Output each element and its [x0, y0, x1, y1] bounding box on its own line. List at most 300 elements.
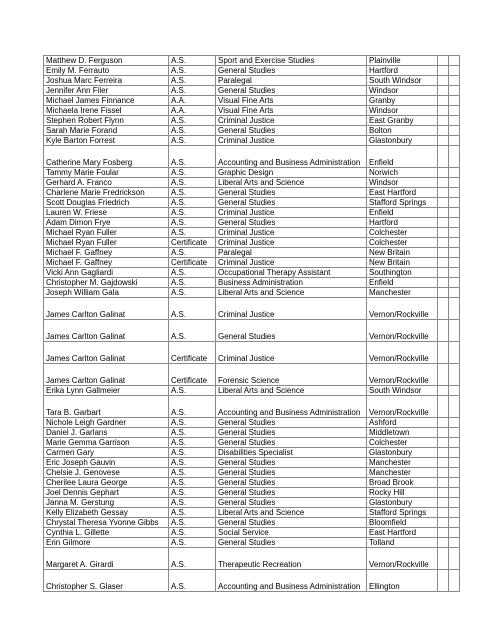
empty-cell [449, 76, 460, 86]
empty-cell [449, 418, 460, 428]
program-cell: General Studies [216, 468, 367, 478]
program-cell: General Studies [216, 418, 367, 428]
empty-cell [438, 126, 449, 136]
graduate-name-cell: Erika Lynn Gallmeier [44, 386, 169, 396]
table-row [44, 428, 460, 438]
empty-cell [438, 538, 449, 548]
degree-cell: A.S. [169, 66, 216, 76]
degree-cell: A.S. [169, 116, 216, 126]
empty-cell [438, 364, 449, 386]
degree-cell: A.S. [169, 518, 216, 528]
table-row [44, 76, 460, 86]
program-cell: Criminal Justice [216, 342, 367, 364]
empty-cell [438, 168, 449, 178]
graduate-name-cell: Jennifer Ann Filer [44, 86, 169, 96]
program-cell: Sport and Exercise Studies [216, 56, 367, 66]
table-row [44, 178, 460, 188]
program-cell: Criminal Justice [216, 298, 367, 320]
graduate-name-cell: Kelly Elizabeth Gessay [44, 508, 169, 518]
program-cell: Visual Fine Arts [216, 96, 367, 106]
town-cell: Windsor [367, 106, 438, 116]
empty-cell [438, 248, 449, 258]
town-cell: Enfield [367, 208, 438, 218]
empty-cell [438, 136, 449, 146]
program-cell: Liberal Arts and Science [216, 386, 367, 396]
degree-cell: A.A. [169, 96, 216, 106]
empty-cell [449, 478, 460, 488]
table-row [44, 320, 460, 342]
town-cell: Glastonbury [367, 448, 438, 458]
degree-cell: A.S. [169, 198, 216, 208]
graduate-name-cell: James Carlton Galinat [44, 364, 169, 386]
program-cell: Forensic Science [216, 364, 367, 386]
empty-cell [449, 208, 460, 218]
table-row [44, 228, 460, 238]
degree-cell: A.S. [169, 228, 216, 238]
empty-cell [449, 538, 460, 548]
table-row [44, 478, 460, 488]
town-cell: Enfield [367, 146, 438, 168]
degree-cell: A.S. [169, 218, 216, 228]
degree-cell: A.S. [169, 208, 216, 218]
program-cell: General Studies [216, 518, 367, 528]
empty-cell [449, 228, 460, 238]
empty-cell [438, 146, 449, 168]
graduate-name-cell: Christopher M. Gajdowski [44, 278, 169, 288]
program-cell: General Studies [216, 320, 367, 342]
town-cell: Norwich [367, 168, 438, 178]
degree-cell: A.S. [169, 86, 216, 96]
degree-cell: A.S. [169, 188, 216, 198]
empty-cell [449, 518, 460, 528]
table-row [44, 248, 460, 258]
town-cell: Vernon/Rockville [367, 298, 438, 320]
empty-cell [449, 56, 460, 66]
graduate-name-cell: Michael Ryan Fuller [44, 228, 169, 238]
graduate-name-cell: James Carlton Galinat [44, 298, 169, 320]
program-cell: Social Service [216, 528, 367, 538]
program-cell: Criminal Justice [216, 136, 367, 146]
degree-cell: A.S. [169, 146, 216, 168]
empty-cell [438, 278, 449, 288]
empty-cell [449, 548, 460, 570]
graduates-table [43, 55, 460, 592]
table-row [44, 136, 460, 146]
empty-cell [438, 116, 449, 126]
table-row [44, 418, 460, 428]
town-cell: Vernon/Rockville [367, 364, 438, 386]
town-cell: Manchester [367, 458, 438, 468]
empty-cell [438, 228, 449, 238]
program-cell: General Studies [216, 488, 367, 498]
town-cell: South Windsor [367, 76, 438, 86]
graduate-name-cell: Charlene Marie Fredrickson [44, 188, 169, 198]
graduate-name-cell: Christopher S. Glaser [44, 570, 169, 592]
empty-cell [449, 136, 460, 146]
graduate-name-cell: Tara B. Garbart [44, 396, 169, 418]
table-row [44, 268, 460, 278]
table-row [44, 198, 460, 208]
town-cell: East Granby [367, 116, 438, 126]
town-cell: Glastonbury [367, 136, 438, 146]
table-row [44, 116, 460, 126]
empty-cell [449, 438, 460, 448]
table-row [44, 208, 460, 218]
empty-cell [438, 86, 449, 96]
program-cell: Criminal Justice [216, 116, 367, 126]
table-row [44, 96, 460, 106]
town-cell: Vernon/Rockville [367, 396, 438, 418]
empty-cell [449, 268, 460, 278]
town-cell: Granby [367, 96, 438, 106]
table-row [44, 364, 460, 386]
program-cell: Accounting and Business Administration [216, 570, 367, 592]
empty-cell [438, 238, 449, 248]
table-row [44, 548, 460, 570]
table-row [44, 448, 460, 458]
graduate-name-cell: Gerhard A. Franco [44, 178, 169, 188]
town-cell: Plainville [367, 56, 438, 66]
graduate-name-cell: Michael James Finnance [44, 96, 169, 106]
graduate-name-cell: Adam Dimon Frye [44, 218, 169, 228]
graduate-name-cell: Emily M. Ferrauto [44, 66, 169, 76]
empty-cell [449, 188, 460, 198]
empty-cell [449, 508, 460, 518]
empty-cell [449, 126, 460, 136]
degree-cell: A.S. [169, 288, 216, 298]
table-row [44, 258, 460, 268]
empty-cell [449, 96, 460, 106]
degree-cell: A.S. [169, 508, 216, 518]
empty-cell [438, 208, 449, 218]
graduate-name-cell: Kyle Barton Forrest [44, 136, 169, 146]
empty-cell [438, 396, 449, 418]
town-cell: Colchester [367, 438, 438, 448]
degree-cell: A.S. [169, 458, 216, 468]
empty-cell [449, 106, 460, 116]
empty-cell [449, 386, 460, 396]
graduate-name-cell: Carmen Gary [44, 448, 169, 458]
program-cell: Visual Fine Arts [216, 106, 367, 116]
graduate-name-cell: Joshua Marc Ferreira [44, 76, 169, 86]
town-cell: Vernon/Rockville [367, 548, 438, 570]
program-cell: General Studies [216, 438, 367, 448]
empty-cell [449, 258, 460, 268]
graduate-name-cell: James Carlton Galinat [44, 320, 169, 342]
table-row [44, 66, 460, 76]
empty-cell [449, 218, 460, 228]
town-cell: Bloomfield [367, 518, 438, 528]
town-cell: New Britain [367, 258, 438, 268]
empty-cell [449, 448, 460, 458]
degree-cell: A.S. [169, 248, 216, 258]
empty-cell [449, 570, 460, 592]
empty-cell [438, 448, 449, 458]
empty-cell [438, 386, 449, 396]
table-row [44, 126, 460, 136]
graduate-name-cell: Joseph William Gala [44, 288, 169, 298]
table-row [44, 396, 460, 418]
program-cell: Occupational Therapy Assistant [216, 268, 367, 278]
empty-cell [438, 56, 449, 66]
degree-cell: Certificate [169, 238, 216, 248]
town-cell: New Britain [367, 248, 438, 258]
table-row [44, 438, 460, 448]
graduate-name-cell: Michaela Irene Fissel [44, 106, 169, 116]
table-row [44, 86, 460, 96]
degree-cell: A.S. [169, 528, 216, 538]
degree-cell: A.S. [169, 538, 216, 548]
degree-cell: A.S. [169, 56, 216, 66]
empty-cell [449, 396, 460, 418]
empty-cell [438, 528, 449, 538]
degree-cell: A.S. [169, 178, 216, 188]
table-row [44, 528, 460, 538]
empty-cell [438, 76, 449, 86]
town-cell: Vernon/Rockville [367, 342, 438, 364]
degree-cell: A.S. [169, 320, 216, 342]
empty-cell [438, 106, 449, 116]
program-cell: Criminal Justice [216, 228, 367, 238]
town-cell: Manchester [367, 288, 438, 298]
program-cell: General Studies [216, 428, 367, 438]
table-row [44, 218, 460, 228]
program-cell: General Studies [216, 498, 367, 508]
empty-cell [438, 468, 449, 478]
program-cell: Disabilities Specialist [216, 448, 367, 458]
degree-cell: A.S. [169, 570, 216, 592]
town-cell: Bolton [367, 126, 438, 136]
program-cell: Business Administration [216, 278, 367, 288]
empty-cell [449, 298, 460, 320]
town-cell: Stafford Springs [367, 198, 438, 208]
table-row [44, 342, 460, 364]
empty-cell [449, 458, 460, 468]
graduate-name-cell: Daniel J. Garlans [44, 428, 169, 438]
table-row [44, 168, 460, 178]
empty-cell [449, 428, 460, 438]
degree-cell: Certificate [169, 342, 216, 364]
empty-cell [438, 428, 449, 438]
town-cell: Colchester [367, 228, 438, 238]
empty-cell [449, 168, 460, 178]
graduate-name-cell: Margaret A. Girardi [44, 548, 169, 570]
degree-cell: A.S. [169, 548, 216, 570]
town-cell: Vernon/Rockville [367, 320, 438, 342]
program-cell: Criminal Justice [216, 258, 367, 268]
empty-cell [449, 248, 460, 258]
graduates-table-body [44, 56, 460, 592]
graduate-name-cell: Michael Ryan Fuller [44, 238, 169, 248]
town-cell: Rocky Hill [367, 488, 438, 498]
program-cell: General Studies [216, 86, 367, 96]
degree-cell: Certificate [169, 258, 216, 268]
degree-cell: A.S. [169, 418, 216, 428]
town-cell: Southington [367, 268, 438, 278]
graduate-name-cell: Stephen Robert Flynn [44, 116, 169, 126]
empty-cell [438, 320, 449, 342]
table-row [44, 508, 460, 518]
empty-cell [449, 342, 460, 364]
empty-cell [438, 458, 449, 468]
graduate-name-cell: James Carlton Galinat [44, 342, 169, 364]
table-row [44, 498, 460, 508]
town-cell: Windsor [367, 178, 438, 188]
degree-cell: A.S. [169, 488, 216, 498]
program-cell: General Studies [216, 458, 367, 468]
town-cell: Colchester [367, 238, 438, 248]
table-row [44, 106, 460, 116]
town-cell: Manchester [367, 468, 438, 478]
empty-cell [449, 488, 460, 498]
graduate-name-cell: Michael F. Gaffney [44, 258, 169, 268]
program-cell: Criminal Justice [216, 238, 367, 248]
program-cell: Accounting and Business Administration [216, 396, 367, 418]
empty-cell [449, 178, 460, 188]
empty-cell [449, 278, 460, 288]
degree-cell: A.A. [169, 106, 216, 116]
empty-cell [449, 146, 460, 168]
table-row [44, 458, 460, 468]
program-cell: Paralegal [216, 76, 367, 86]
empty-cell [438, 570, 449, 592]
degree-cell: A.S. [169, 278, 216, 288]
empty-cell [449, 288, 460, 298]
empty-cell [449, 468, 460, 478]
empty-cell [438, 478, 449, 488]
graduate-name-cell: Tammy Marie Foular [44, 168, 169, 178]
program-cell: General Studies [216, 538, 367, 548]
degree-cell: A.S. [169, 396, 216, 418]
degree-cell: A.S. [169, 438, 216, 448]
degree-cell: A.S. [169, 386, 216, 396]
table-row [44, 386, 460, 396]
empty-cell [438, 418, 449, 428]
program-cell: General Studies [216, 198, 367, 208]
empty-cell [438, 518, 449, 528]
degree-cell: A.S. [169, 268, 216, 278]
program-cell: Accounting and Business Administration [216, 146, 367, 168]
empty-cell [438, 258, 449, 268]
program-cell: General Studies [216, 66, 367, 76]
program-cell: General Studies [216, 218, 367, 228]
table-row [44, 538, 460, 548]
degree-cell: A.S. [169, 298, 216, 320]
town-cell: Windsor [367, 86, 438, 96]
graduate-name-cell: Marie Gemma Garrison [44, 438, 169, 448]
table-row [44, 238, 460, 248]
degree-cell: A.S. [169, 468, 216, 478]
graduate-name-cell: Joel Dennis Gephart [44, 488, 169, 498]
table-row [44, 570, 460, 592]
town-cell: Ashford [367, 418, 438, 428]
empty-cell [438, 66, 449, 76]
program-cell: Liberal Arts and Science [216, 508, 367, 518]
empty-cell [438, 288, 449, 298]
empty-cell [438, 298, 449, 320]
town-cell: Stafford Springs [367, 508, 438, 518]
town-cell: South Windsor [367, 386, 438, 396]
table-row [44, 188, 460, 198]
graduate-name-cell: Lauren W. Friese [44, 208, 169, 218]
table-row [44, 278, 460, 288]
town-cell: East Hartford [367, 188, 438, 198]
table-row [44, 298, 460, 320]
graduate-name-cell: Chelsie J. Genovese [44, 468, 169, 478]
graduate-name-cell: Catherine Mary Fosberg [44, 146, 169, 168]
graduate-name-cell: Cherilee Laura George [44, 478, 169, 488]
program-cell: General Studies [216, 478, 367, 488]
empty-cell [449, 116, 460, 126]
program-cell: General Studies [216, 188, 367, 198]
empty-cell [438, 218, 449, 228]
town-cell: Middletown [367, 428, 438, 438]
degree-cell: A.S. [169, 428, 216, 438]
empty-cell [438, 548, 449, 570]
town-cell: Broad Brook [367, 478, 438, 488]
empty-cell [449, 528, 460, 538]
empty-cell [438, 438, 449, 448]
town-cell: Tolland [367, 538, 438, 548]
degree-cell: A.S. [169, 76, 216, 86]
graduate-name-cell: Erin Gilmore [44, 538, 169, 548]
empty-cell [438, 498, 449, 508]
degree-cell: A.S. [169, 448, 216, 458]
empty-cell [449, 198, 460, 208]
graduate-name-cell: Michael F. Gaffney [44, 248, 169, 258]
empty-cell [449, 86, 460, 96]
empty-cell [438, 268, 449, 278]
degree-cell: A.S. [169, 126, 216, 136]
empty-cell [449, 364, 460, 386]
graduate-name-cell: Matthew D. Ferguson [44, 56, 169, 66]
table-row [44, 488, 460, 498]
graduate-name-cell: Vicki Ann Gagliardi [44, 268, 169, 278]
empty-cell [438, 198, 449, 208]
town-cell: Hartford [367, 66, 438, 76]
empty-cell [438, 178, 449, 188]
graduate-name-cell: Sarah Marie Forand [44, 126, 169, 136]
program-cell: Graphic Design [216, 168, 367, 178]
town-cell: Enfield [367, 278, 438, 288]
degree-cell: A.S. [169, 478, 216, 488]
empty-cell [449, 66, 460, 76]
town-cell: Glastonbury [367, 498, 438, 508]
empty-cell [438, 488, 449, 498]
empty-cell [438, 96, 449, 106]
graduate-name-cell: Eric Joseph Gauvin [44, 458, 169, 468]
town-cell: East Hartford [367, 528, 438, 538]
empty-cell [449, 320, 460, 342]
graduate-name-cell: Janna M. Gerstung [44, 498, 169, 508]
program-cell: General Studies [216, 126, 367, 136]
town-cell: Ellington [367, 570, 438, 592]
program-cell: Liberal Arts and Science [216, 178, 367, 188]
graduate-name-cell: Scott Douglas Friedrich [44, 198, 169, 208]
town-cell: Hartford [367, 218, 438, 228]
table-row [44, 468, 460, 478]
table-row [44, 518, 460, 528]
program-cell: Liberal Arts and Science [216, 288, 367, 298]
program-cell: Therapeutic Recreation [216, 548, 367, 570]
empty-cell [438, 508, 449, 518]
table-row [44, 288, 460, 298]
degree-cell: A.S. [169, 168, 216, 178]
program-cell: Paralegal [216, 248, 367, 258]
empty-cell [449, 498, 460, 508]
table-row [44, 56, 460, 66]
empty-cell [449, 238, 460, 248]
